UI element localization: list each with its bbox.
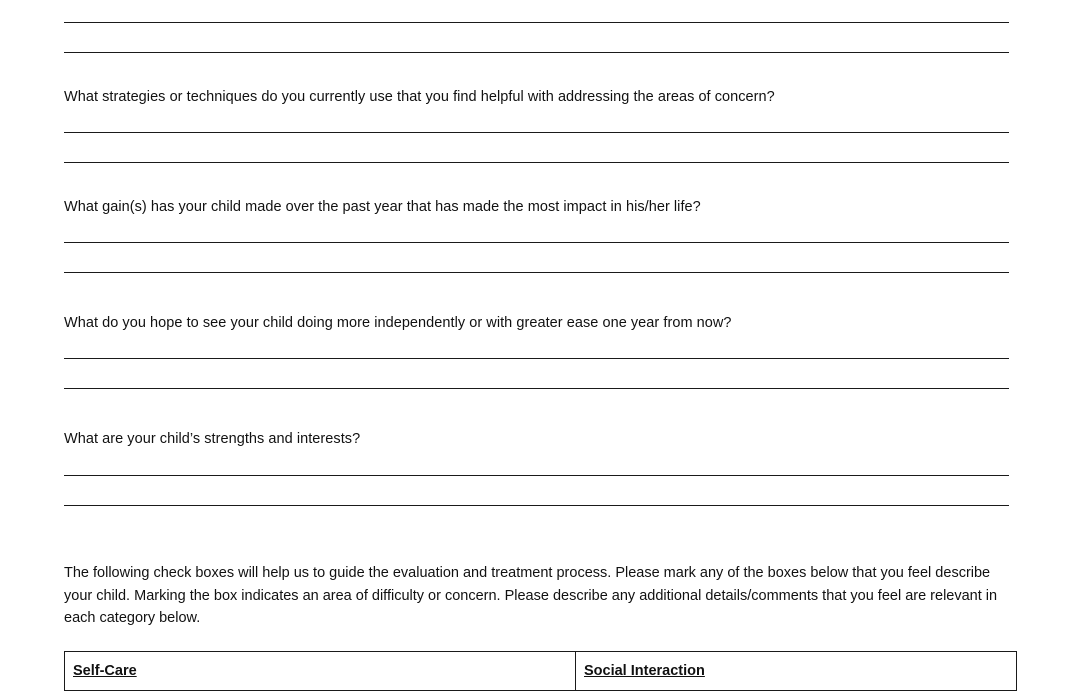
question-strategies: What strategies or techniques do you currently use that you find helpful with addressing the areas of concern?: [64, 89, 775, 105]
answer-line[interactable]: [64, 52, 1009, 53]
answer-line[interactable]: [64, 242, 1009, 243]
answer-line[interactable]: [64, 22, 1009, 23]
answer-line[interactable]: [64, 475, 1009, 476]
category-table: [64, 651, 1017, 691]
checkbox-instructions: The following check boxes will help us to guide the evaluation and treatment process. Please mark any of the boxes below that you feel describe your child. Marking the box indicates an area of difficulty or concern. Please describe any additional details/comments that you feel are relevant in each category below.: [64, 565, 998, 626]
social-interaction-header: Social Interaction: [584, 663, 705, 679]
question-gains: What gain(s) has your child made over the past year that has made the most impact in his/her life?: [64, 199, 701, 215]
answer-line[interactable]: [64, 505, 1009, 506]
question-hopes: What do you hope to see your child doing more independently or with greater ease one year from now?: [64, 315, 732, 331]
answer-line[interactable]: [64, 132, 1009, 133]
answer-line[interactable]: [64, 272, 1009, 273]
answer-line[interactable]: [64, 388, 1009, 389]
table-divider: [575, 652, 576, 690]
answer-line[interactable]: [64, 162, 1009, 163]
answer-line[interactable]: [64, 358, 1009, 359]
self-care-header: Self-Care: [73, 663, 137, 679]
question-strengths: What are your child’s strengths and interests?: [64, 431, 361, 447]
